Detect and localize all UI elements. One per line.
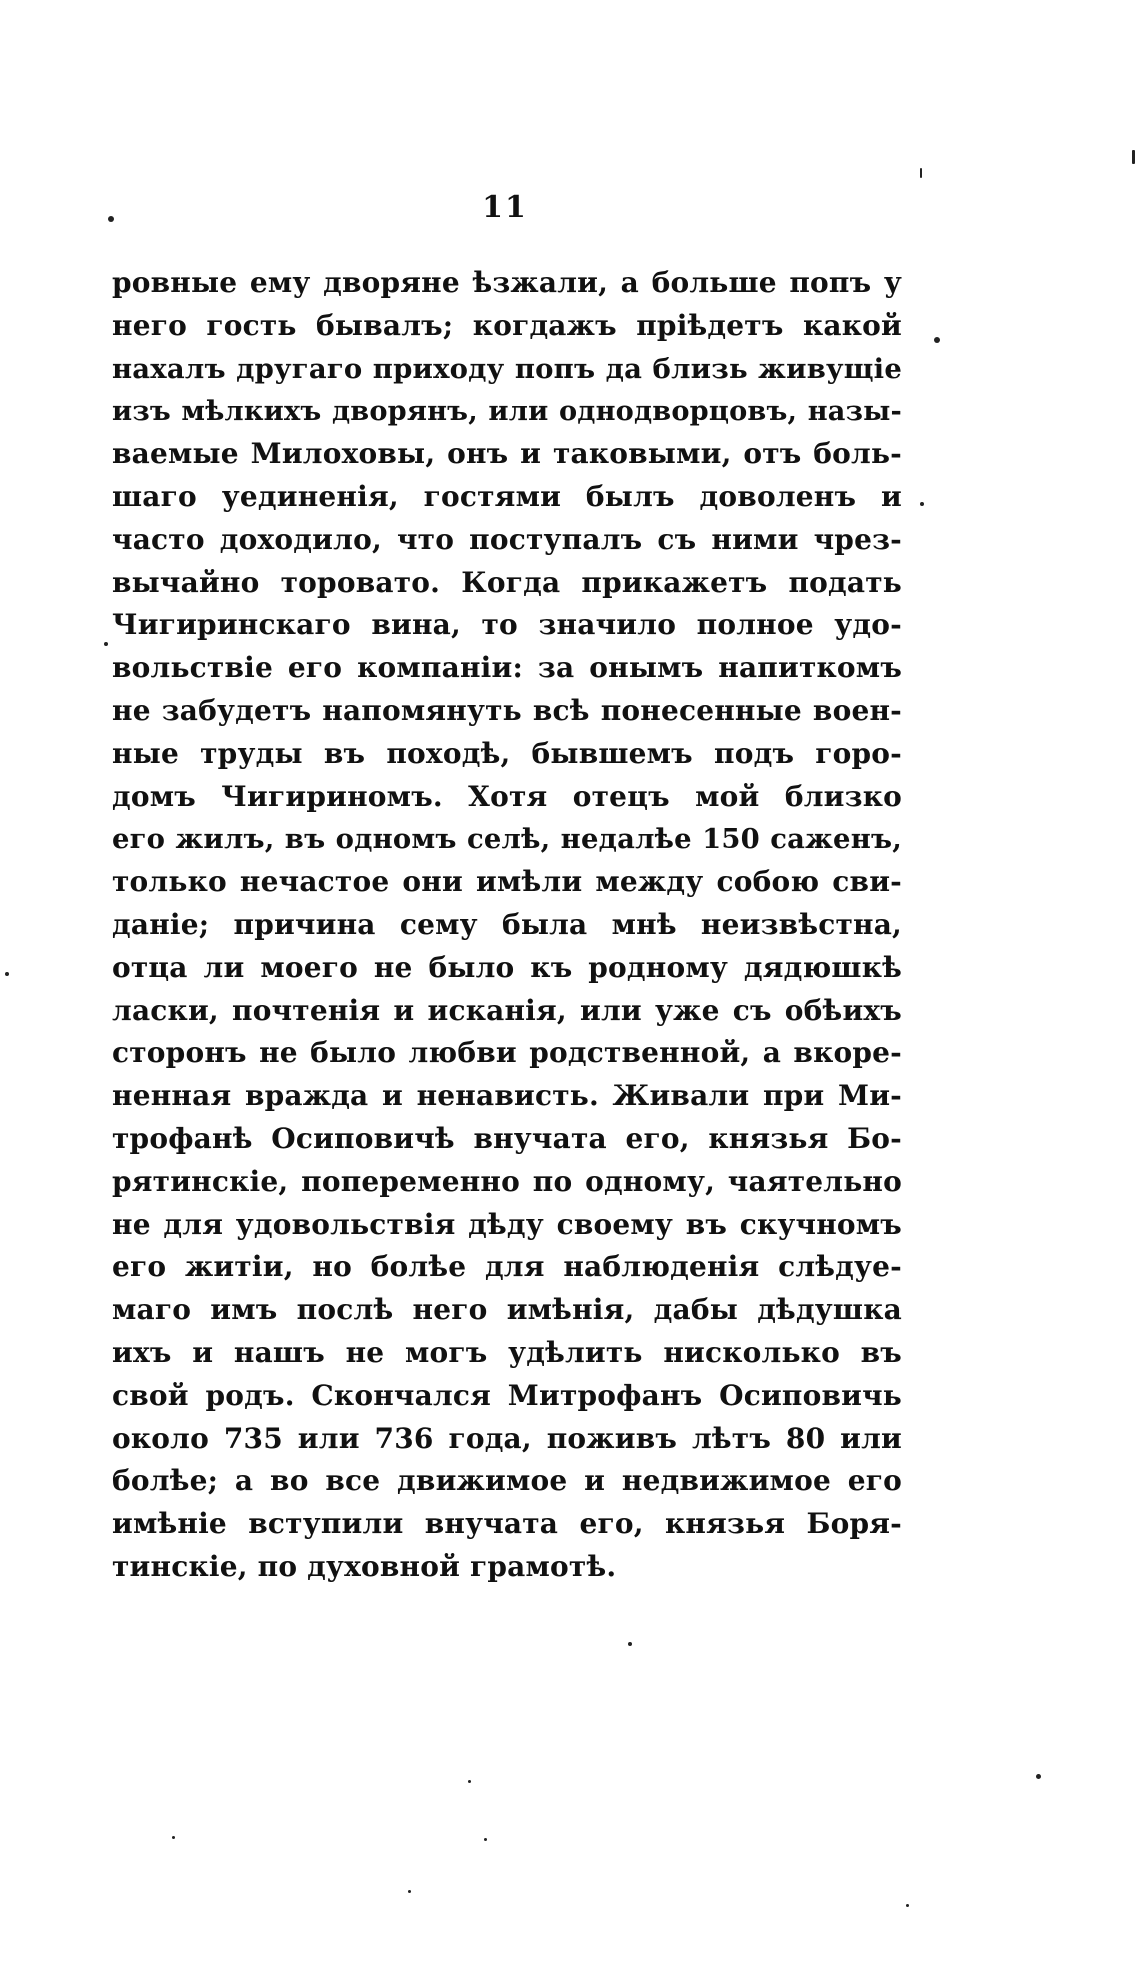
text-line: не забудетъ напомянуть всѣ понесенные воен- <box>112 693 902 727</box>
text-line: сторонъ не было любви родственной, а вкоре- <box>112 1036 902 1070</box>
text-line: отца ли моего не было къ родному дядюшкѣ <box>112 950 902 984</box>
text-line: ласки, почтенія и исканія, или уже съ обѣихъ <box>112 993 902 1027</box>
text-line: шаго уединенія, гостями былъ доволенъ и <box>112 479 902 513</box>
text-line: трофанѣ Осиповичѣ внучата его, князья Бо- <box>112 1121 902 1155</box>
scan-speck <box>468 1780 471 1783</box>
text-line: болѣе; а во все движимое и недвижимое его <box>112 1464 902 1498</box>
text-line: вольствіе его компаніи: за онымъ напиткомъ <box>112 651 902 685</box>
text-line: не для удовольствія дѣду своему въ скучномъ <box>112 1207 902 1241</box>
scan-speck <box>906 1904 909 1907</box>
text-line: рятинскіе, попеременно по одному, чаятельно <box>112 1164 902 1198</box>
scan-speck <box>628 1642 632 1646</box>
text-line: ные труды въ походѣ, бывшемъ подъ горо- <box>112 736 902 770</box>
scan-speck <box>920 168 922 178</box>
scan-speck <box>1132 150 1135 164</box>
text-line: Чигиринскаго вина, то значило полное удо- <box>112 608 902 642</box>
text-line: домъ Чигириномъ. Хотя отецъ мой близко <box>112 779 902 813</box>
text-line: свой родъ. Скончался Митрофанъ Осиповичь <box>112 1378 902 1412</box>
text-line: изъ мѣлкихъ дворянъ, или однодворцовъ, назы- <box>112 395 902 428</box>
scan-speck <box>934 337 940 343</box>
text-line: маго имъ послѣ него имѣнія, дабы дѣдушка <box>112 1293 902 1327</box>
scan-speck <box>108 216 114 222</box>
text-line: нахалъ другаго приходу попъ да близь живущіе <box>112 352 902 385</box>
scan-speck <box>920 502 924 506</box>
text-line: него гость бывалъ; когдажъ пріѣдетъ какой <box>112 308 902 342</box>
scan-speck <box>172 1836 175 1839</box>
text-line: только нечастое они имѣли между собою сви- <box>112 865 902 899</box>
text-line: ваемые Милоховы, онъ и таковыми, отъ боль- <box>112 437 902 471</box>
text-line: тинскіе, по духовной грамотѣ. <box>112 1549 617 1583</box>
text-line: его житіи, но болѣе для наблюденія слѣдуе- <box>112 1250 902 1284</box>
scan-speck <box>1036 1774 1041 1779</box>
text-line: часто доходило, что поступалъ съ ними чрез- <box>112 522 902 556</box>
page-number: 11 <box>482 190 528 225</box>
text-line: даніе; причина сему была мнѣ неизвѣстна, <box>112 907 902 941</box>
scan-speck <box>484 1838 487 1841</box>
text-line: ненная вражда и ненависть. Живали при Ми- <box>112 1079 902 1113</box>
text-line: его жилъ, въ одномъ селѣ, недалѣе 150 саженъ, <box>112 823 902 856</box>
text-line: около 735 или 736 года, поживъ лѣтъ 80 или <box>112 1421 902 1455</box>
scan-speck <box>5 972 9 976</box>
body-text <box>112 262 902 1589</box>
scan-speck <box>408 1890 411 1893</box>
text-line: ровные ему дворяне ѣзжали, а больше попъ у <box>112 266 902 299</box>
scan-speck <box>104 642 108 646</box>
text-line: имѣніе вступили внучата его, князья Боря- <box>112 1507 902 1541</box>
text-line: вычайно торовато. Когда прикажетъ подать <box>112 565 902 599</box>
text-line: ихъ и нашъ не могъ удѣлить нисколько въ <box>112 1335 902 1369</box>
